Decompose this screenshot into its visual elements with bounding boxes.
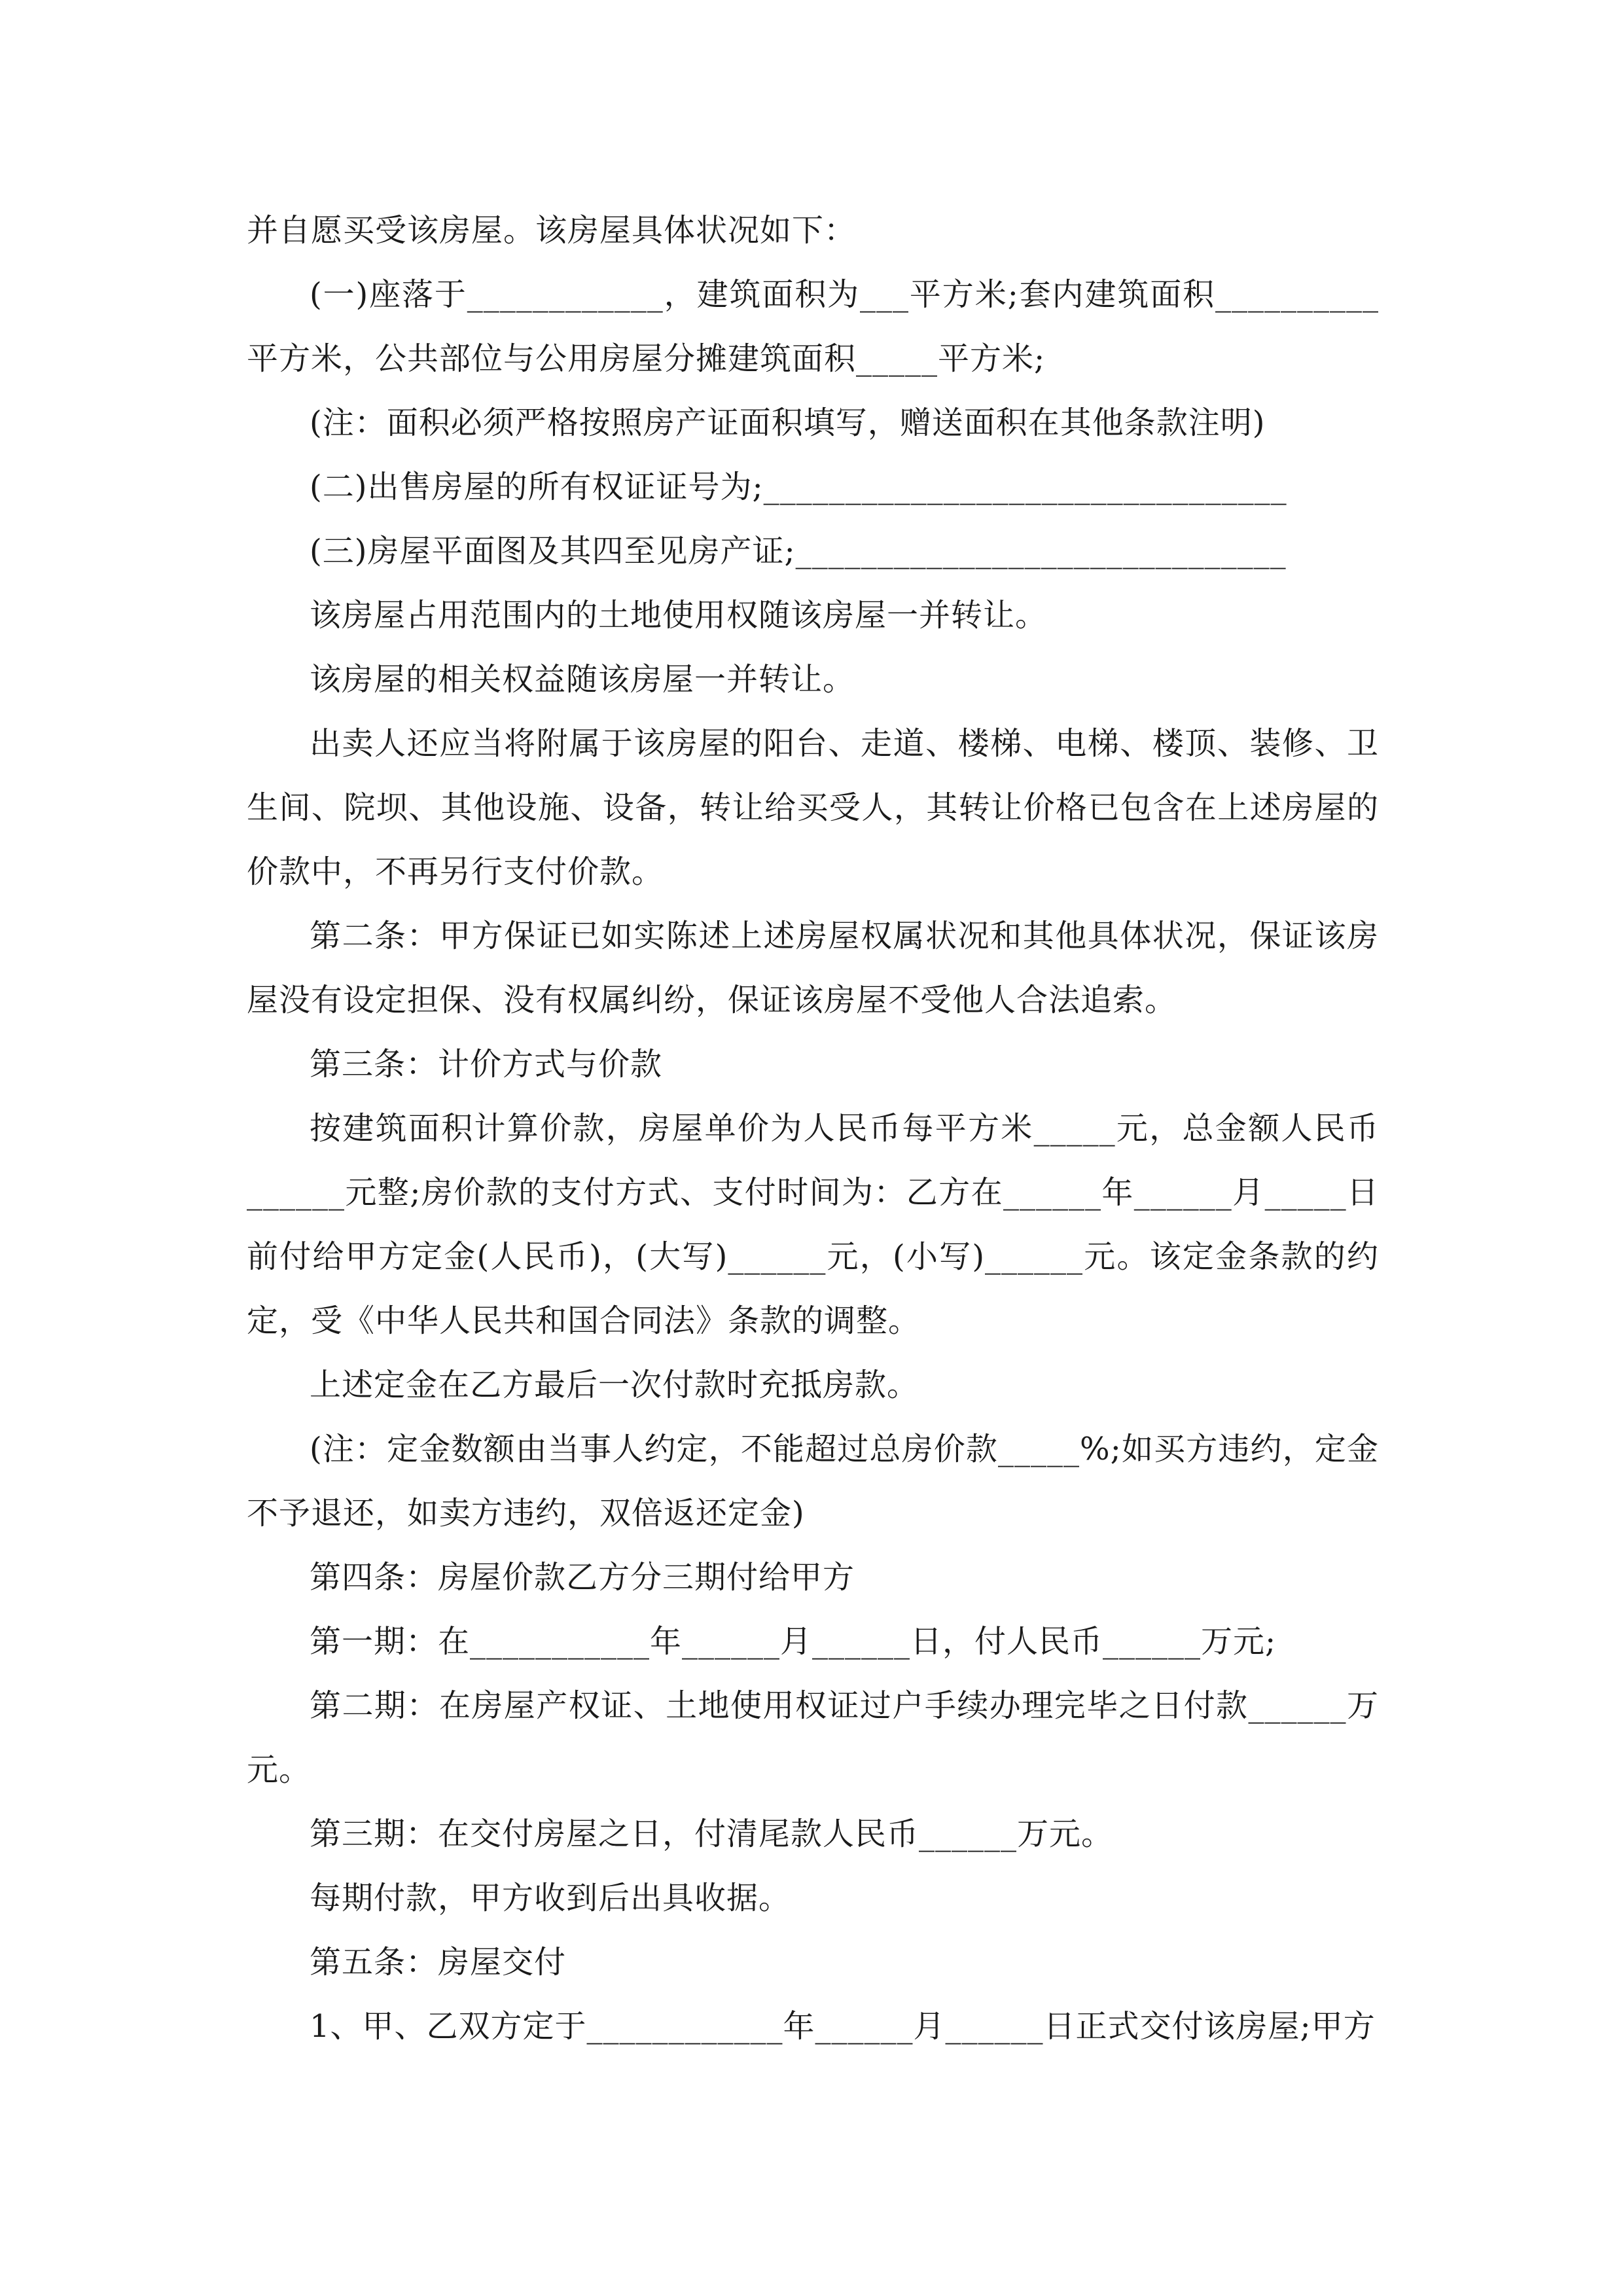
paragraph: (三)房屋平面图及其四至见房产证;______________________________ <box>310 533 1287 569</box>
paragraph: 第三期：在交付房屋之日，付清尾款人民币______万元。 <box>310 1816 1114 1852</box>
paragraph: 上述定金在乙方最后一次付款时充抵房款。 <box>310 1367 919 1403</box>
paragraph: (注：面积必须严格按照房产证面积填写，赠送面积在其他条款注明) <box>310 404 1266 441</box>
paragraph: 出卖人还应当将附属于该房屋的阳台、走道、楼梯、电梯、楼顶、装修、卫生间、院坝、其他设施、设备，转让给买受人，其转让价格已包含在上述房屋的价款中，不再另行支付价款。 <box>247 725 1379 890</box>
paragraph: 第二条：甲方保证已如实陈述上述房屋权属状况和其他具体状况，保证该房屋没有设定担保、没有权属纠纷，保证该房屋不受他人合法追索。 <box>247 918 1379 1018</box>
paragraph: (一)座落于____________，建筑面积为___平方米;套内建筑面积__________平方米，公共部位与公用房屋分摊建筑面积_____平方米; <box>247 276 1379 377</box>
paragraph: 第二期：在房屋产权证、土地使用权证过户手续办理完毕之日付款______万元。 <box>247 1687 1379 1788</box>
paragraph: (二)出售房屋的所有权证证号为;________________________________ <box>310 469 1287 505</box>
paragraph: (注：定金数额由当事人约定，不能超过总房价款_____%;如买方违约，定金不予退还，如卖方违约，双倍返还定金) <box>247 1431 1379 1532</box>
section-heading: 第五条：房屋交付 <box>310 1944 567 1981</box>
section-heading: 第四条：房屋价款乙方分三期付给甲方 <box>310 1559 855 1596</box>
document-body <box>247 198 1379 2058</box>
paragraph: 第一期：在___________年______月______日，付人民币______万元; <box>310 1623 1277 1660</box>
paragraph: 按建筑面积计算价款，房屋单价为人民币每平方米_____元，总金额人民币______元整;房价款的支付方式、支付时间为：乙方在______年______月_____日前付给甲方定金(人民币)，(大写)______元，(小写)______元。该定金条款的约定，受《中华人民共和国合同法》条款的调整。 <box>247 1110 1379 1339</box>
paragraph: 并自愿买受该房屋。该房屋具体状况如下： <box>247 212 857 249</box>
paragraph: 该房屋占用范围内的土地使用权随该房屋一并转让。 <box>310 597 1048 634</box>
paragraph: 每期付款，甲方收到后出具收据。 <box>310 1880 791 1916</box>
paragraph: 该房屋的相关权益随该房屋一并转让。 <box>310 661 855 698</box>
paragraph: 1、甲、乙双方定于____________年______月______日正式交付该房屋;甲方 <box>310 2008 1376 2045</box>
section-heading: 第三条：计价方式与价款 <box>310 1046 663 1083</box>
